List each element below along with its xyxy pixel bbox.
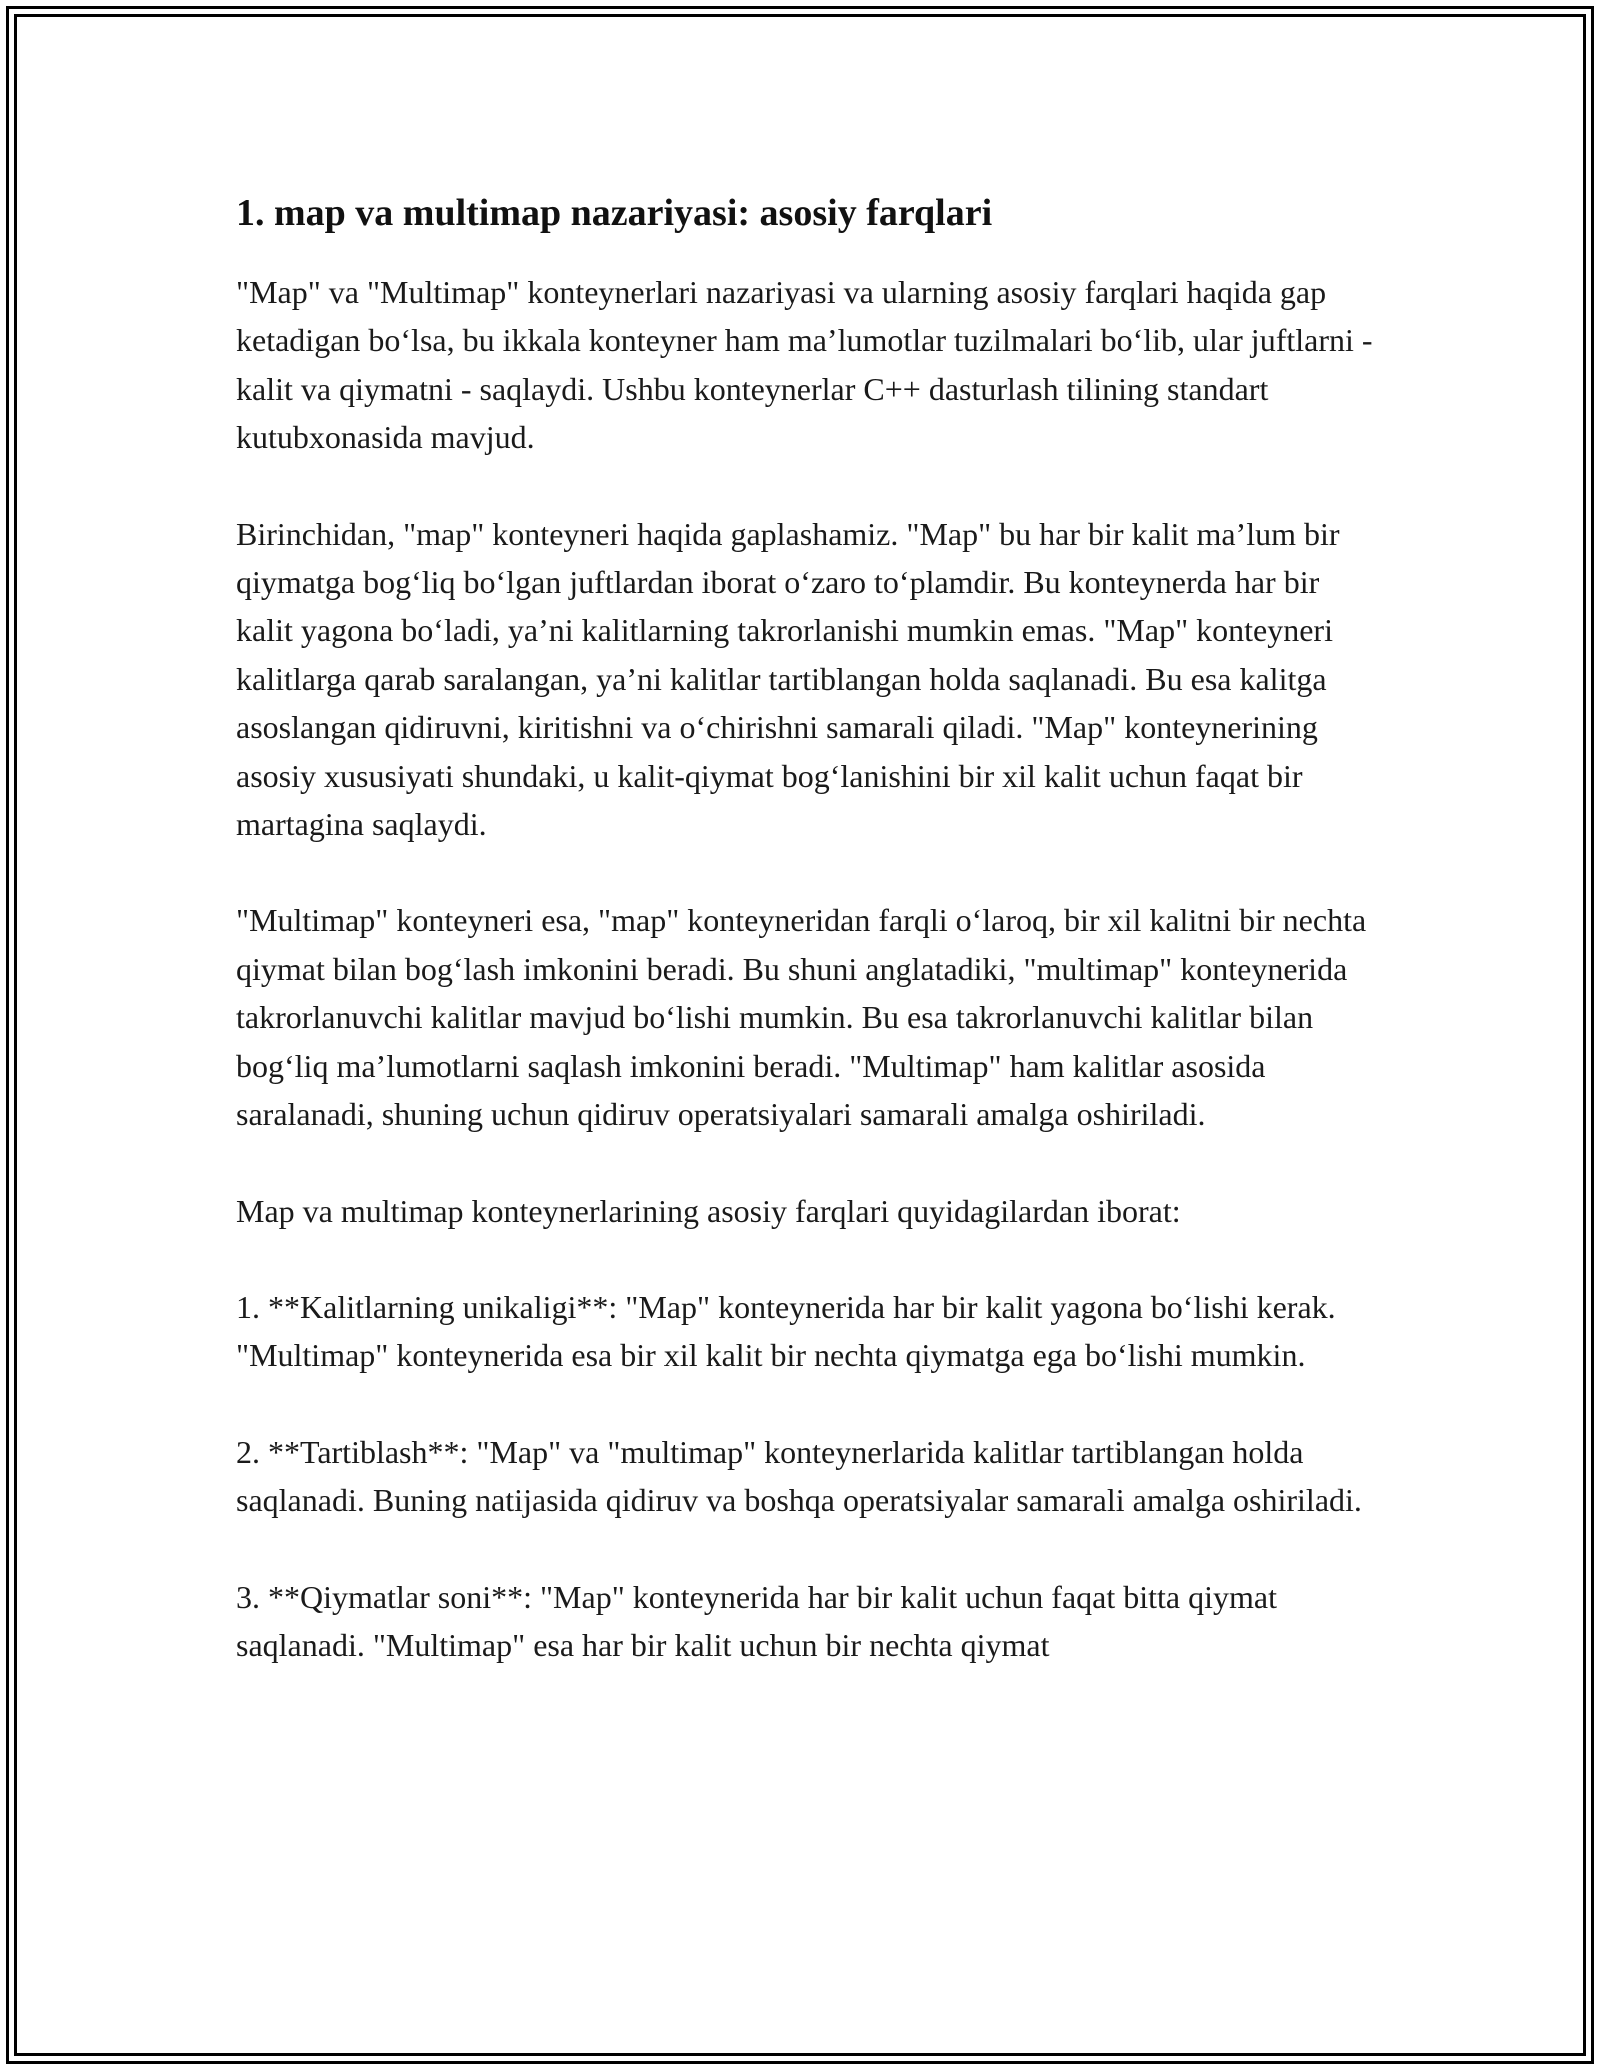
document-body [236, 186, 1376, 1717]
paragraph-differences-intro: Map va multimap konteynerlarining asosiy farqlari quyidagilardan iborat: [236, 1192, 1181, 1229]
paragraph-map: Birinchidan, "map" konteyneri haqida gaplashamiz. "Map" bu har bir kalit ma’lum bir qiymatga bog‘liq bo‘lgan juftlardan iborat o‘zaro to‘plamdir. Bu konteynerda har bir kalit yagona bo‘ladi, ya’ni kalitlarning takrorlanishi mumkin emas. "Map" konteyneri kalitlarga qarab saralangan, ya’ni kalitlar tartiblangan holda saqlanadi. Bu esa kalitga asoslangan qidiruvni, kiritishni va o‘chirishni samarali qiladi. "Map" konteynerining asosiy xususiyati shundaki, u kalit-qiymat bog‘lanishini bir xil kalit uchun faqat bir martagina saqlaydi. [236, 515, 1340, 843]
list-item-ordering: 2. **Tartiblash**: "Map" va "multimap" konteynerlarida kalitlar tartiblangan holda saqlanadi. Buning natijasida qidiruv va boshqa operatsiyalar samarali amalga oshiriladi. [236, 1433, 1362, 1519]
list-item-key-uniqueness: 1. **Kalitlarning unikaligi**: "Map" konteynerida har bir kalit yagona bo‘lishi kerak. "Multimap" konteynerida esa bir xil kalit bir nechta qiymatga ega bo‘lishi mumkin. [236, 1288, 1336, 1374]
paragraph-intro: "Map" va "Multimap" konteynerlari nazariyasi va ularning asosiy farqlari haqida gap ketadigan bo‘lsa, bu ikkala konteyner ham ma’lumotlar tuzilmalari bo‘lib, ular juftlarni - kalit va qiymatni - saqlaydi. Ushbu konteynerlar C++ dasturlash tilining standart kutubxonasida mavjud. [236, 274, 1373, 456]
list-item-value-count: 3. **Qiymatlar soni**: "Map" konteynerida har bir kalit uchun faqat bitta qiymat saqlanadi. "Multimap" esa har bir kalit uchun bir nechta qiymat [236, 1578, 1277, 1663]
paragraph-multimap: "Multimap" konteyneri esa, "map" konteyneridan farqli o‘laroq, bir xil kalitni bir nechta qiymat bilan bog‘lash imkonini beradi. Bu shuni anglatadiki, "multimap" konteynerida takrorlanuvchi kalitlar mavjud bo‘lishi mumkin. Bu esa takrorlanuvchi kalitlar bilan bog‘liq ma’lumotlarni saqlash imkonini beradi. "Multimap" ham kalitlar asosida saralanadi, shuning uchun qidiruv operatsiyalari samarali amalga oshiriladi. [236, 902, 1367, 1133]
section-heading: 1. map va multimap nazariyasi: asosiy farqlari [236, 192, 993, 234]
